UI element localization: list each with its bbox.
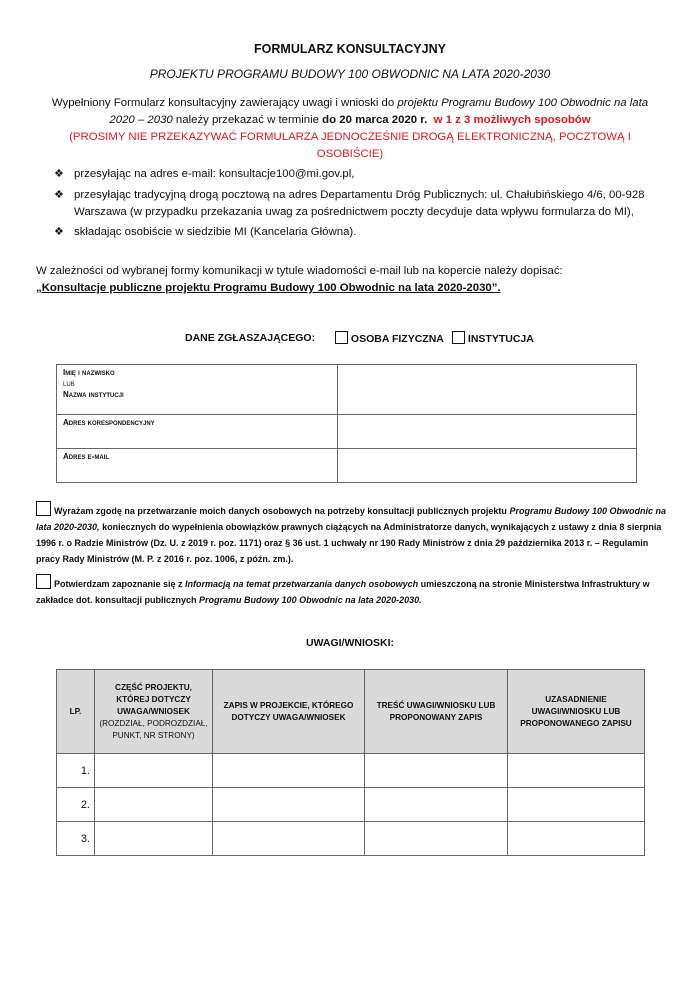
table-row xyxy=(57,754,645,788)
intro-warning: (PROSIMY NIE PRZEKAZYWAĆ FORMULARZA JEDNOCZEŚNIE DROGĄ ELEKTRONICZNĄ, POCZTOWĄ I OSOBIŚCIE) xyxy=(69,131,631,160)
col-part-sub: (ROZDZIAŁ, PODROZDZIAŁ, PUNKT, NR STRONY) xyxy=(99,718,208,740)
consent-checkbox-1[interactable] xyxy=(36,501,51,516)
cell-input[interactable] xyxy=(365,822,508,856)
label-name: Imię i nazwisko xyxy=(63,368,115,377)
method-text: składając osobiście w siedzibie MI (Kancelaria Główna). xyxy=(74,226,357,238)
cell-input[interactable] xyxy=(95,822,213,856)
applicant-label: DANE ZGŁASZAJĄCEGO: xyxy=(185,332,316,344)
intro-project-name: projektu Programu Budowy 100 Obwodnic na lata 2020 – 2030 xyxy=(109,97,649,126)
method-text: przesyłając tradycyjną drogą pocztową na adres Departamentu Dróg Publicznych: ul. Chałubińskiego 4/6, 00-928 Warszawa (w przypadku przekazania uwag za pośrednictwem poczty decyduje data wpływu formularza do MI), xyxy=(74,189,645,218)
checkbox-person[interactable] xyxy=(335,331,348,344)
cell-input[interactable] xyxy=(213,754,365,788)
intro-ways: w 1 z 3 możliwych sposobów xyxy=(433,114,591,126)
cell-input[interactable] xyxy=(365,754,508,788)
col-content: TREŚĆ UWAGI/WNIOSKU LUB PROPONOWANY ZAPIS xyxy=(365,670,508,754)
cell-input[interactable] xyxy=(508,822,645,856)
option-person[interactable] xyxy=(335,331,444,345)
consent-data-processing xyxy=(36,503,666,567)
consent2-text-2: umieszczoną na stronie Ministerstwa Infrastruktury w zakładce dot. konsultacji publicznych xyxy=(36,579,650,605)
table-row xyxy=(57,822,645,856)
field-address-input[interactable] xyxy=(338,415,637,449)
option-institution-label: INSTYTUCJA xyxy=(467,333,534,345)
intro-deadline: do 20 marca 2020 r. xyxy=(322,114,428,126)
label-or: lub xyxy=(63,379,75,388)
label-institution: Nazwa instytucji xyxy=(63,390,124,399)
subject-note-text: W zależności od wybranej formy komunikacji w tytule wiadomości e-mail lub na kopercie należy dopisać: xyxy=(36,265,563,277)
consent2-program: Programu Budowy 100 Obwodnic na lata 2020-2030. xyxy=(199,595,422,605)
consent2-text: Potwierdzam zapoznanie się z xyxy=(54,579,186,589)
intro-text: Wypełniony Formularz konsultacyjny zawierający uwagi i wnioski do xyxy=(51,97,398,109)
field-email-input[interactable] xyxy=(338,449,637,483)
cell-input[interactable] xyxy=(213,822,365,856)
cell-input[interactable] xyxy=(365,788,508,822)
consent2-info: Informacją na temat przetwarzania danych osobowych xyxy=(185,579,419,589)
intro-paragraph xyxy=(40,95,660,163)
remarks-table xyxy=(56,669,645,856)
row-number: 1. xyxy=(57,754,95,788)
col-part xyxy=(95,670,213,754)
diamond-bullet-icon: ❖ xyxy=(54,189,64,201)
subject-note xyxy=(36,263,666,297)
option-person-label: OSOBA FIZYCZNA xyxy=(350,333,444,345)
col-entry: ZAPIS W PROJEKCIE, KTÓREGO DOTYCZY UWAGA/WNIOSEK xyxy=(213,670,365,754)
field-address-label: Adres korespondencyjny xyxy=(57,415,338,449)
row-number: 2. xyxy=(57,788,95,822)
consent-checkbox-2[interactable] xyxy=(36,574,51,589)
col-reason: UZASADNIENIE UWAGI/WNIOSKU LUB PROPONOWANEGO ZAPISU xyxy=(508,670,645,754)
applicant-table xyxy=(56,364,637,483)
cell-input[interactable] xyxy=(213,788,365,822)
row-number: 3. xyxy=(57,822,95,856)
col-part-title: CZĘŚĆ PROJEKTU, KTÓREJ DOTYCZY UWAGA/WNIOSEK xyxy=(115,682,192,716)
cell-input[interactable] xyxy=(508,788,645,822)
method-text: przesyłając na adres e-mail: konsultacje100@mi.gov.pl, xyxy=(74,168,355,180)
consent1-text: Wyrażam zgodę na przetwarzanie moich danych osobowych na potrzeby konsultacji publicznych projektu xyxy=(54,506,510,516)
cell-input[interactable] xyxy=(508,754,645,788)
cell-input[interactable] xyxy=(95,788,213,822)
field-name-label xyxy=(57,365,338,415)
consent-information xyxy=(36,576,666,608)
field-email-label: Adres e-mail xyxy=(57,449,338,483)
diamond-bullet-icon: ❖ xyxy=(54,168,64,180)
remarks-heading: UWAGI/WNIOSKI: xyxy=(305,637,395,649)
col-lp: LP. xyxy=(57,670,95,754)
diamond-bullet-icon: ❖ xyxy=(54,226,64,238)
intro-text-2: należy przekazać w terminie xyxy=(172,114,323,126)
field-name-input[interactable] xyxy=(338,365,637,415)
consent1-program: Programu Budowy 100 Obwodnic na lata 2020-2030, xyxy=(36,506,666,532)
checkbox-institution[interactable] xyxy=(452,331,465,344)
form-title: FORMULARZ KONSULTACYJNY xyxy=(254,42,446,56)
form-subtitle: PROJEKTU PROGRAMU BUDOWY 100 OBWODNIC NA LATA 2020-2030 xyxy=(149,67,551,81)
option-institution[interactable] xyxy=(452,331,534,345)
consent1-text-2: koniecznych do wypełnienia obowiązków prawnych ciążących na Administratorze danych, wynikających z ustawy z dnia 8 sierpnia 1996 r. o Radzie Ministrów (Dz. U. z 2019 r. poz. 1171) oraz § 36 ust. 1 uchwały nr 190 Rady Ministrów z dnia 29 października 2013 r. – Regulamin pracy Rady Ministrów (M. P. z 2016 r. poz. 1006, z późn. zm.). xyxy=(36,522,662,564)
subject-line: „Konsultacje publiczne projektu Programu Budowy 100 Obwodnic na lata 2020-2030”. xyxy=(36,282,501,294)
cell-input[interactable] xyxy=(95,754,213,788)
table-row xyxy=(57,788,645,822)
